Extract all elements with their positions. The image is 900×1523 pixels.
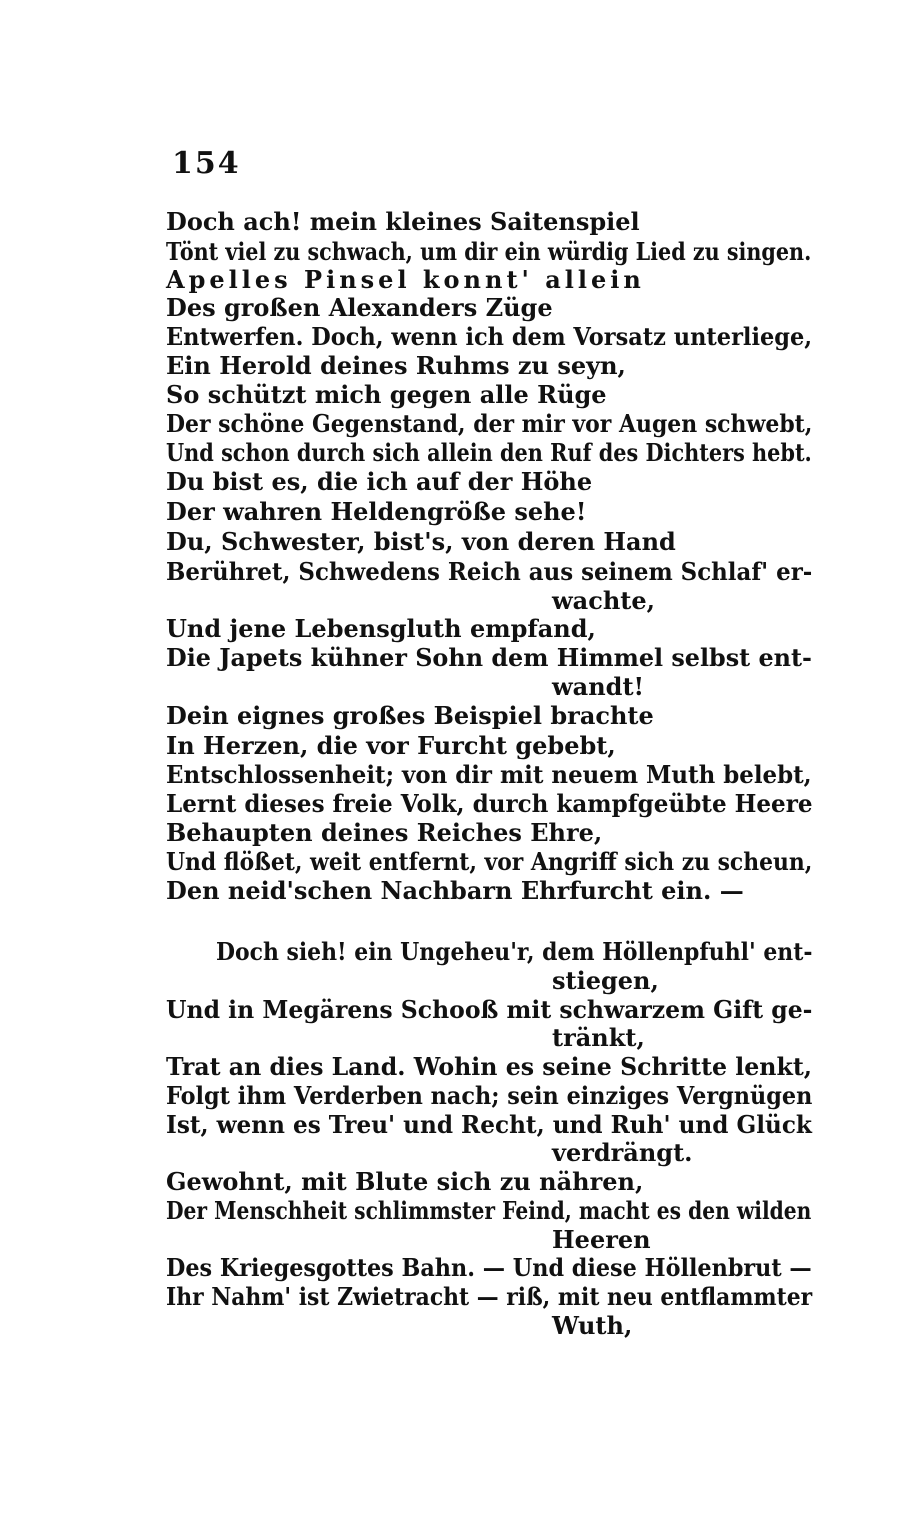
poem-line: Entwerfen. Doch, wenn ich dem Vorsatz unterliege,: [166, 322, 813, 351]
poem-line: So schützt mich gegen alle Rüge: [166, 380, 607, 409]
poem-line: Und schon durch sich allein den Ruf des Dichters hebt.: [166, 438, 812, 467]
poem-line: Ihr Nahm' ist Zwietracht — riß, mit neu entflammter: [166, 1282, 813, 1311]
poem-line: Du, Schwester, bist's, von deren Hand: [166, 527, 676, 556]
poem-line: Dein eignes großes Beispiel brachte: [166, 701, 654, 730]
poem-line: Du bist es, die ich auf der Höhe: [166, 467, 593, 496]
poem-line: Behaupten deines Reiches Ehre,: [166, 818, 603, 847]
poem-stanza-start: Doch sieh! ein Ungeheu'r, dem Höllenpfuhl' ent-: [216, 937, 813, 966]
poem-line: Gewohnt, mit Blute sich zu nähren,: [166, 1167, 644, 1196]
page-number: 154: [172, 146, 241, 181]
poem-line: Der Menschheit schlimmster Feind, macht es den wilden: [166, 1196, 812, 1225]
poem-line-continuation: Wuth,: [552, 1311, 633, 1340]
poem-line: Berühret, Schwedens Reich aus seinem Schlaf' er-: [166, 557, 813, 586]
poem-line: Und in Megärens Schooß mit schwarzem Gift ge-: [166, 995, 813, 1024]
poem-line: Des großen Alexanders Züge: [166, 293, 553, 322]
poem-line: Ist, wenn es Treu' und Recht, und Ruh' und Glück: [166, 1110, 812, 1139]
poem-line: Doch ach! mein kleines Saitenspiel: [166, 207, 640, 236]
poem-line: Die Japets kühner Sohn dem Himmel selbst ent-: [166, 643, 812, 672]
poem-line: Der wahren Heldengröße sehe!: [166, 497, 587, 526]
poem-line: Entschlossenheit; von dir mit neuem Muth belebt,: [166, 760, 812, 789]
poem-line-continuation: tränkt,: [552, 1023, 645, 1052]
poem-line: Trat an dies Land. Wohin es seine Schritte lenkt,: [166, 1052, 813, 1081]
poem-line: Und flößet, weit entfernt, vor Angriff sich zu scheun,: [166, 847, 813, 876]
poem-line-continuation: wandt!: [552, 672, 645, 701]
poem-line-continuation: stiegen,: [552, 966, 659, 995]
poem-line: Des Kriegesgottes Bahn. — Und diese Höllenbrut —: [166, 1253, 812, 1282]
poem-line: Apelles Pinsel konnt' allein: [166, 265, 645, 294]
poem-line: Den neid'schen Nachbarn Ehrfurcht ein. —: [166, 876, 744, 905]
poem-line: Ein Herold deines Ruhms zu seyn,: [166, 351, 626, 380]
poem-line: Folgt ihm Verderben nach; sein einziges Vergnügen: [166, 1081, 813, 1110]
poem-line-continuation: Heeren: [552, 1225, 651, 1254]
poem-line: Der schöne Gegenstand, der mir vor Augen schwebt,: [166, 409, 813, 438]
poem-line: In Herzen, die vor Furcht gebebt,: [166, 731, 616, 760]
poem-line: Tönt viel zu schwach, um dir ein würdig Lied zu singen.: [166, 237, 812, 266]
poem-line-continuation: verdrängt.: [552, 1138, 693, 1167]
poem-line-continuation: wachte,: [552, 586, 655, 615]
poem-line: Und jene Lebensgluth empfand,: [166, 614, 596, 643]
poem-line: Lernt dieses freie Volk, durch kampfgeübte Heere: [166, 789, 813, 818]
